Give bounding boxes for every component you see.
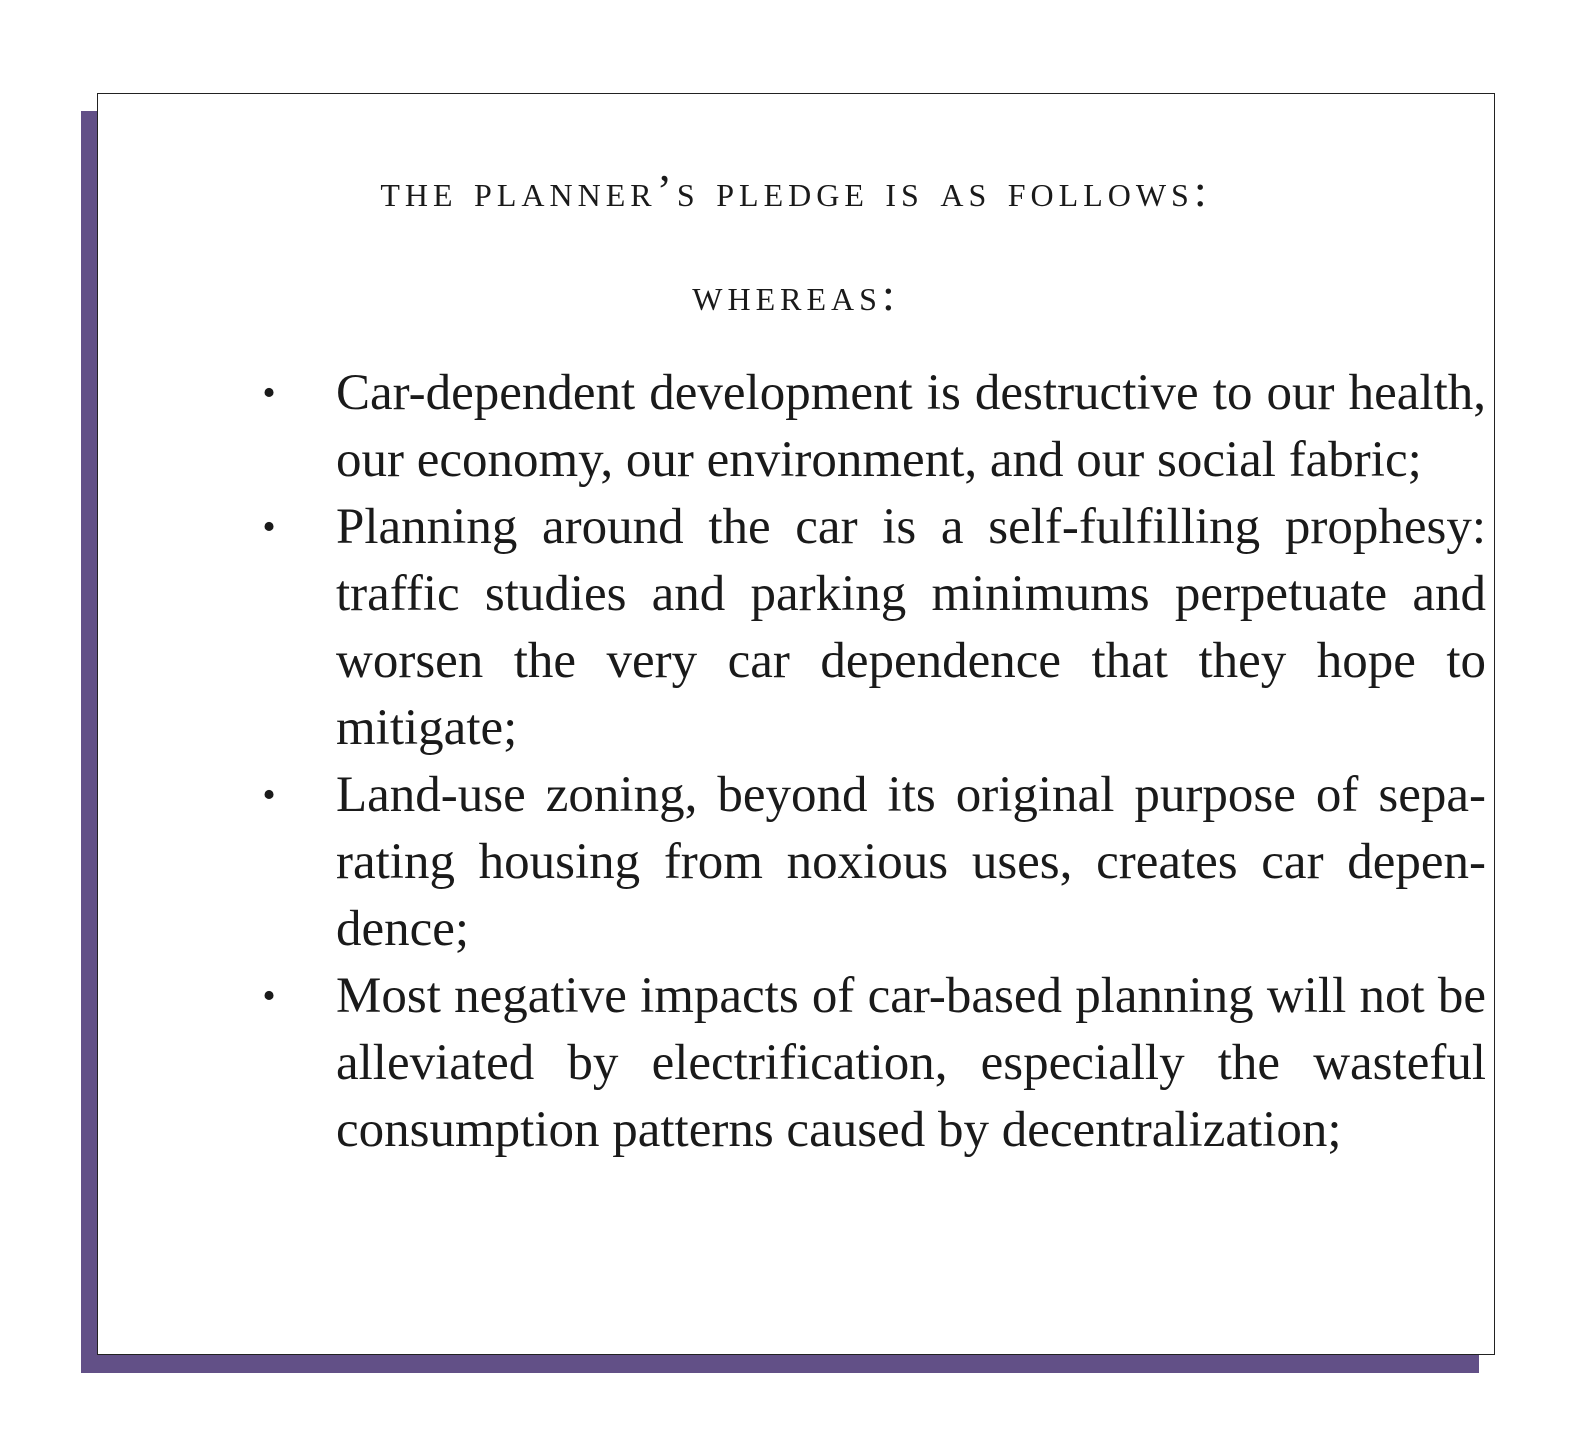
whereas-clause [218,963,1486,1164]
clause-text: Car-dependent development is destructive to our health, our economy, our environment, and our social fabric; [336,365,1486,488]
pledge-title: the planner’s pledge is as follows: [380,165,1212,216]
whereas-clause [218,762,1486,963]
bullet-icon: • [262,774,276,816]
clause-text: Land-use zoning, beyond its original purpose of separating housing from noxious uses, creates car dependence; [336,767,1486,957]
whereas-heading: whereas: [692,269,900,320]
bullet-icon: • [262,372,276,414]
bullet-icon: • [262,506,276,548]
clause-text: Planning around the car is a self-fulfilling prophesy: traffic studies and parking minimums perpetuate and worsen the very car dependence that they hope to mitigate; [336,499,1486,756]
whereas-clause-list [218,360,1486,1164]
bullet-icon: • [262,975,276,1017]
pledge-card [97,93,1495,1355]
whereas-clause [218,360,1486,494]
whereas-clause [218,494,1486,762]
clause-text: Most negative impacts of car-based planning will not be alleviated by electrification, especially the wasteful consumption patterns caused by decentralization; [336,968,1486,1158]
